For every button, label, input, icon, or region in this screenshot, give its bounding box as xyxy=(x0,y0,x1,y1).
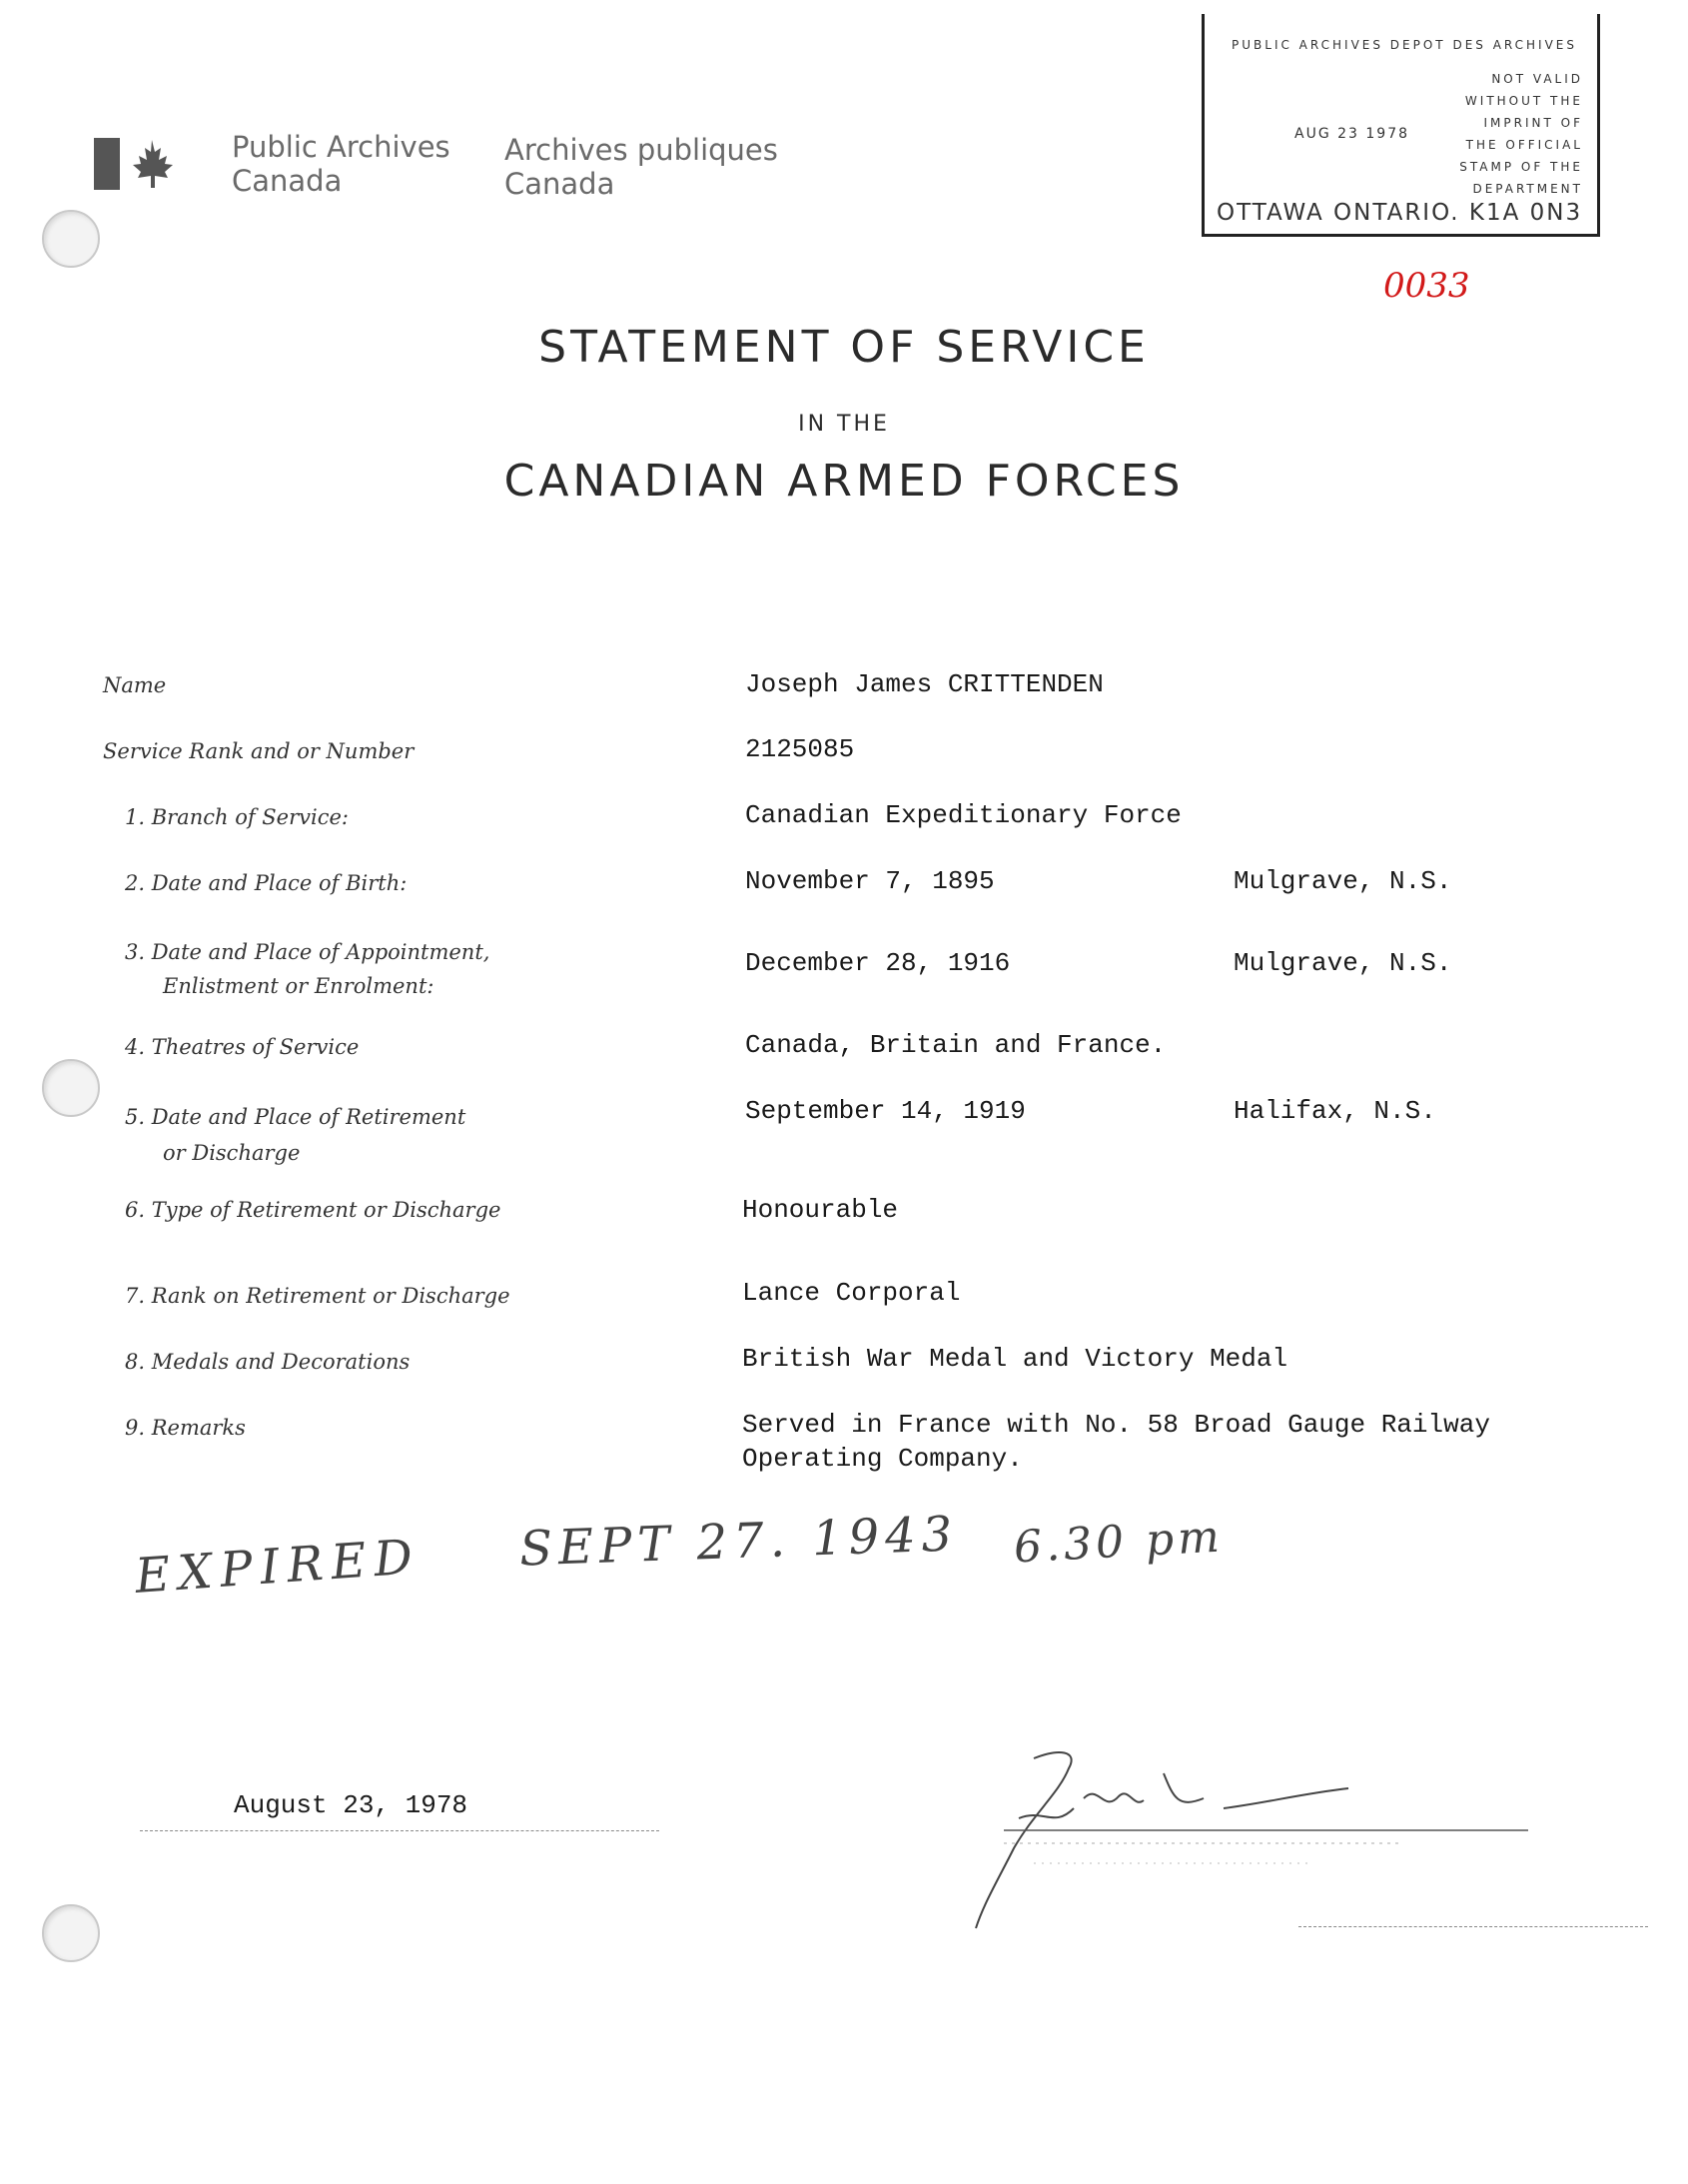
value-rank-number: 2125085 xyxy=(745,734,855,764)
label-discharge-rank: 7. Rank on Retirement or Discharge xyxy=(125,1284,510,1308)
value-discharge-rank: Lance Corporal xyxy=(742,1278,961,1308)
value-appointment-date: December 28, 1916 xyxy=(745,948,1011,978)
punch-hole-bottom xyxy=(42,1904,100,1962)
handwritten-status: EXPIRED xyxy=(133,1529,422,1605)
bottom-rule xyxy=(1298,1926,1648,1927)
punch-hole-middle xyxy=(42,1059,100,1117)
handwritten-time: 6.30 pm xyxy=(1012,1511,1226,1574)
label-name: Name xyxy=(103,673,167,697)
value-medals: British War Medal and Victory Medal xyxy=(742,1344,1288,1374)
agency-name-english: Public Archives Canada xyxy=(232,130,450,198)
stamp-date: AUG 23 1978 xyxy=(1294,126,1410,142)
value-appointment-place: Mulgrave, N.S. xyxy=(1234,948,1452,978)
signature xyxy=(974,1738,1533,1942)
official-stamp: PUBLIC ARCHIVES DEPOT DES ARCHIVES NOT VALID WITHOUT THE IMPRINT OF THE OFFICIAL STAMP OF THE DEPARTMENT AUG 23 1978 OTTAWA ONTARIO. K1A 0N3 xyxy=(1202,14,1600,237)
label-rank-number: Service Rank and or Number xyxy=(103,739,415,763)
value-retirement-place: Halifax, N.S. xyxy=(1234,1096,1436,1126)
label-remarks: 9. Remarks xyxy=(125,1416,246,1440)
label-birth: 2. Date and Place of Birth: xyxy=(125,871,408,895)
stamp-address: OTTAWA ONTARIO. K1A 0N3 xyxy=(1217,200,1583,226)
issue-date-underline xyxy=(140,1830,659,1831)
file-number: 0033 xyxy=(1383,266,1470,306)
handwritten-date: SEPT 27. 1943 xyxy=(518,1506,960,1578)
document-subtitle: IN THE xyxy=(798,412,890,437)
label-appointment: 3. Date and Place of Appointment, Enlistment or Enrolment: xyxy=(125,940,490,998)
document-title: STATEMENT OF SERVICE xyxy=(538,322,1150,373)
label-retirement: 5. Date and Place of Retirement or Discharge xyxy=(125,1105,466,1165)
value-birth-place: Mulgrave, N.S. xyxy=(1234,866,1452,896)
value-retirement-date: September 14, 1919 xyxy=(745,1096,1026,1126)
canada-flag-icon xyxy=(94,136,186,196)
issue-date: August 23, 1978 xyxy=(234,1790,468,1820)
document-organization: CANADIAN ARMED FORCES xyxy=(503,456,1185,507)
label-branch: 1. Branch of Service: xyxy=(125,805,349,829)
punch-hole-top xyxy=(42,210,100,268)
value-branch: Canadian Expeditionary Force xyxy=(745,800,1182,830)
label-theatres: 4. Theatres of Service xyxy=(125,1035,360,1059)
label-medals: 8. Medals and Decorations xyxy=(125,1350,411,1374)
value-name: Joseph James CRITTENDEN xyxy=(745,669,1104,699)
value-discharge-type: Honourable xyxy=(742,1195,899,1225)
label-discharge-type: 6. Type of Retirement or Discharge xyxy=(125,1198,501,1222)
agency-name-french: Archives publiques Canada xyxy=(504,133,778,201)
value-birth-date: November 7, 1895 xyxy=(745,866,995,896)
value-remarks-line-1: Served in France with No. 58 Broad Gauge Railway xyxy=(742,1410,1490,1440)
value-theatres: Canada, Britain and France. xyxy=(745,1030,1167,1060)
value-remarks-line-2: Operating Company. xyxy=(742,1444,1023,1474)
